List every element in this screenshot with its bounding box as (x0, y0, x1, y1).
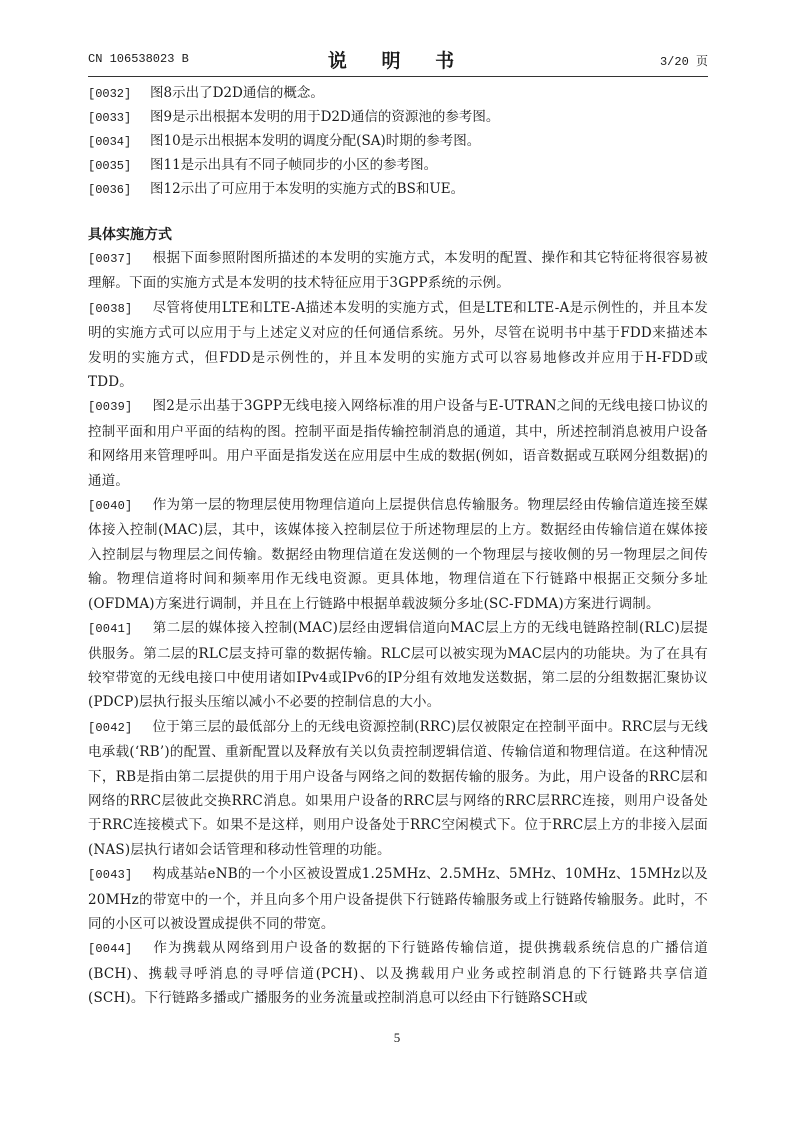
document-title: 说 明 书 (327, 50, 469, 72)
paragraph (88, 493, 708, 616)
paragraph-text: 尽管将使用LTE和LTE-A描述本发明的实施方式，但是LTE和LTE-A是示例性的，并且本发明的实施方式可以应用于与上述定义对应的任何通信系统。另外，尽管在说明书中基于FDD来描述本发明的实施方式，但FDD是示例性的，并且本发明的实施方式可以容易地修改并应用于H-FDD或TDD。 (88, 299, 708, 391)
figure-line (88, 178, 708, 202)
figure-line (88, 130, 708, 154)
paragraph (88, 246, 708, 296)
paragraph-number: [0044] (88, 942, 133, 957)
paragraph (88, 296, 708, 395)
paragraph-text: 根据下面参照附图所描述的本发明的实施方式，本发明的配置、操作和其它特征将很容易被理解。下面的实施方式是本发明的技术特征应用于3GPP系统的示例。 (88, 250, 708, 292)
figure-line (88, 154, 708, 178)
paragraph (88, 394, 708, 493)
paragraph-number: [0041] (88, 622, 133, 637)
figure-description: 图12示出了可应用于本发明的实施方式的BS和UE。 (150, 181, 465, 197)
paragraph-number: [0040] (88, 499, 133, 514)
figure-description: 图9是示出根据本发明的用于D2D通信的资源池的参考图。 (150, 109, 500, 125)
paragraph-text: 构成基站eNB的一个小区被设置成1.25MHz、2.5MHz、5MHz、10MHz、15MHz以及20MHz的带宽中的一个，并且向多个用户设备提供下行链路传输服务或上行链路传输服务。此时，不同的小区可以被设置成提供不同的带宽。 (88, 866, 708, 932)
paragraph (88, 936, 708, 1010)
paragraph-text: 位于第三层的最低部分上的无线电资源控制(RRC)层仅被限定在控制平面中。RRC层与无线电承载(‘RB’)的配置、重新配置以及释放有关以负责控制逻辑信道、传输信道和物理信道。在这种情况下，RB是指由第二层提供的用于用户设备与网络之间的数据传输的服务。为此，用户设备的RRC层和网络的RRC层彼此交换RRC消息。如果用户设备的RRC层与网络的RRC层RRC连接，则用户设备处于RRC连接模式下。如果不是这样，则用户设备处于RRC空闲模式下。位于RRC层上方的非接入层面(NAS)层执行诸如会话管理和移动性管理的功能。 (88, 718, 708, 858)
figure-description: 图8示出了D2D通信的概念。 (150, 85, 324, 101)
paragraph-number: [0035] (88, 159, 132, 173)
paragraph-number: [0037] (88, 252, 133, 266)
paragraph-text: 作为携载从网络到用户设备的数据的下行链路传输信道，提供携载系统信息的广播信道(BCH)、携载寻呼消息的寻呼信道(PCH)、以及携载用户业务或控制消息的下行链路共享信道(SCH)。下行链路多播或广播服务的业务流量或控制消息可以经由下行链路SCH或 (88, 940, 708, 1007)
paragraph-number: [0042] (88, 720, 133, 735)
paragraph-text: 图2是示出基于3GPP无线电接入网络标准的用户设备与E-UTRAN之间的无线电接口协议的控制平面和用户平面的结构的图。控制平面是指传输控制消息的通道，其中，所述控制消息被用户设备和网络用来管理呼叫。用户平面是指发送在应用层中生成的数据(例如，语音数据或互联网分组数据)的通道。 (88, 398, 708, 489)
paragraph-number: [0039] (88, 400, 133, 415)
figure-line (88, 106, 708, 130)
patent-number: CN 106538023 B (88, 52, 189, 66)
page-info: 3/20 页 (659, 55, 708, 69)
paragraph (88, 715, 708, 862)
section-title: 具体实施方式 (88, 227, 172, 243)
paragraph-text: 第二层的媒体接入控制(MAC)层经由逻辑信道向MAC层上方的无线电链路控制(RLC)层提供服务。第二层的RLC层支持可靠的数据传输。RLC层可以被实现为MAC层内的功能块。为了在具有较窄带宽的无线电接口中使用诸如IPv4或IPv6的IP分组有效地发送数据，第二层的分组数据汇聚协议(PDCP)层执行报头压缩以减小不必要的控制信息的大小。 (88, 620, 708, 711)
paragraph (88, 616, 708, 715)
paragraph-number: [0033] (88, 111, 132, 125)
figure-line (88, 82, 708, 106)
paragraph-number: [0043] (88, 868, 133, 883)
paragraph-text: 作为第一层的物理层使用物理信道向上层提供信息传输服务。物理层经由传输信道连接至媒体接入控制(MAC)层，其中，该媒体接入控制层位于所述物理层的上方。数据经由传输信道在媒体接入控制层与物理层之间传输。数据经由物理信道在发送侧的一个物理层与接收侧的另一物理层之间传输。物理信道将时间和频率用作无线电资源。更具体地，物理信道在下行链路中根据正交频分多址(OFDMA)方案进行调制，并且在上行链路中根据单载波频分多址(SC-FDMA)方案进行调制。 (88, 497, 708, 612)
paragraph-number: [0038] (88, 301, 133, 316)
figure-description: 图11是示出具有不同子帧同步的小区的参考图。 (150, 157, 438, 173)
paragraph-number: [0036] (88, 183, 132, 197)
document-body (88, 82, 708, 1011)
page-header (88, 46, 708, 72)
paragraph-number: [0032] (88, 87, 132, 101)
paragraph-number: [0034] (88, 135, 132, 149)
paragraph (88, 862, 708, 936)
figure-description: 图10是示出根据本发明的调度分配(SA)时期的参考图。 (150, 133, 481, 149)
page-number: 5 (393, 1030, 401, 1045)
header-rule (88, 76, 708, 77)
